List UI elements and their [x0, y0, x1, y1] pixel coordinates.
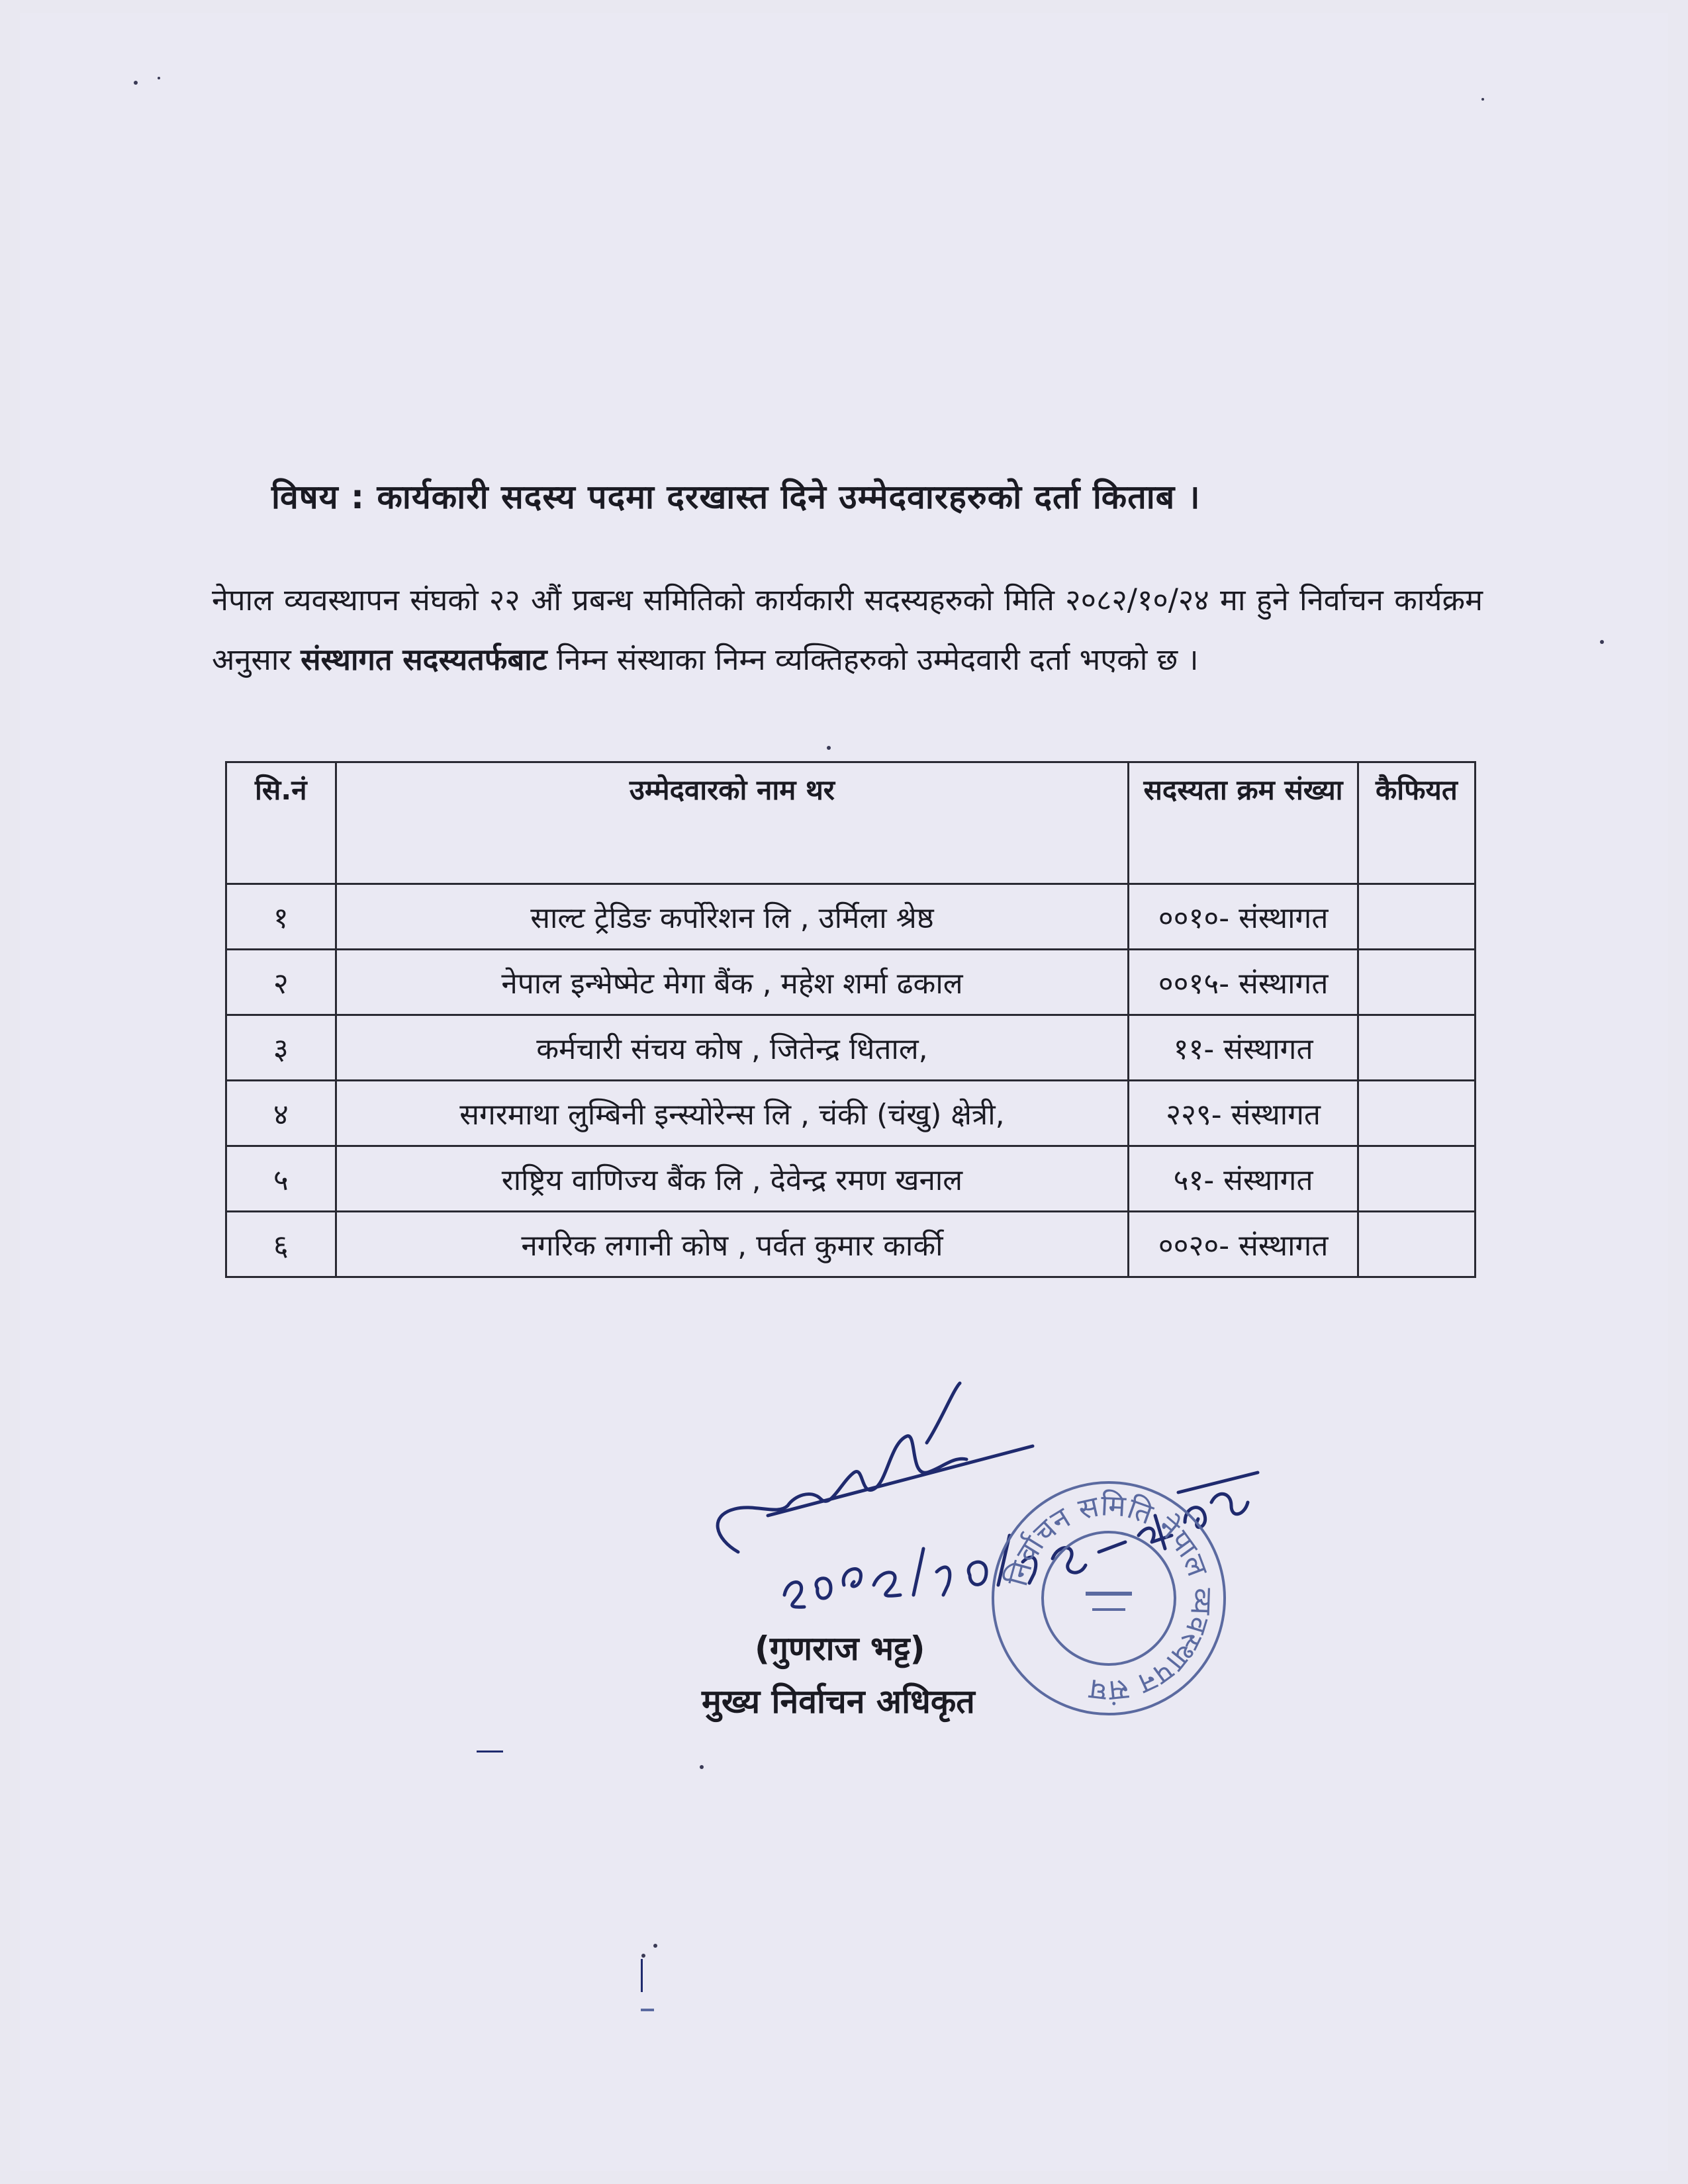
cell-candidate-name: सगरमाथा लुम्बिनी इन्स्योरेन्स लि , चंकी (चंखु) क्षेत्री, [336, 1081, 1129, 1146]
candidate-register-table [225, 761, 1476, 1278]
table-row [226, 1015, 1476, 1081]
header-membership-number: सदस्यता क्रम संख्या [1129, 762, 1358, 884]
cell-remarks [1358, 1081, 1475, 1146]
table-row [226, 1212, 1476, 1277]
cell-membership-number: ००१०- संस्थागत [1129, 884, 1358, 950]
header-remarks: कैफियत [1358, 762, 1475, 884]
cell-candidate-name: कर्मचारी संचय कोष , जितेन्द्र धिताल, [336, 1015, 1129, 1081]
cell-serial: ३ [226, 1015, 336, 1081]
cell-remarks [1358, 1015, 1475, 1081]
header-candidate-name: उम्मेदवारको नाम थर [336, 762, 1129, 884]
cell-membership-number: २२९- संस्थागत [1129, 1081, 1358, 1146]
intro-bold-text: संस्थागत सदस्यतर्फबाट [301, 642, 547, 677]
cell-remarks [1358, 1146, 1475, 1212]
stamp-arc-text: निर्वाचन समिति नेपाल व्यवस्थापन संघ [1000, 1488, 1219, 1708]
header-serial: सि.नं [226, 762, 336, 884]
election-committee-stamp [986, 1476, 1231, 1721]
cell-remarks [1358, 884, 1475, 950]
intro-text-2: निम्न संस्थाका निम्न व्यक्तिहरुको उम्मेदवारी दर्ता भएको छ । [547, 642, 1199, 677]
cell-candidate-name: नगरिक लगानी कोष , पर्वत कुमार कार्की [336, 1212, 1129, 1277]
cell-serial: ५ [226, 1146, 336, 1212]
intro-paragraph [212, 570, 1483, 690]
cell-candidate-name: साल्ट ट्रेडिङ कर्पोरेशन लि , उर्मिला श्रेष्ठ [336, 884, 1129, 950]
cell-serial: ४ [226, 1081, 336, 1146]
cell-membership-number: ००१५- संस्थागत [1129, 950, 1358, 1015]
cell-serial: २ [226, 950, 336, 1015]
cell-remarks [1358, 950, 1475, 1015]
officer-name: (गुणराज भट्ट) [755, 1629, 925, 1668]
intro-text-1: नेपाल व्यवस्थापन संघको २२ औं प्रबन्ध समितिको कार्यकारी सदस्यहरुको मिति २०८२/१०/२४ मा हुने निर्वाचन कार्यक्रम अनुसार [212, 582, 1483, 677]
cell-candidate-name: राष्ट्रिय वाणिज्य बैंक लि , देवेन्द्र रमण खनाल [336, 1146, 1129, 1212]
table-row [226, 1146, 1476, 1212]
cell-membership-number: ५१- संस्थागत [1129, 1146, 1358, 1212]
cell-serial: ६ [226, 1212, 336, 1277]
cell-remarks [1358, 1212, 1475, 1277]
table-row [226, 1081, 1476, 1146]
cell-membership-number: ११- संस्थागत [1129, 1015, 1358, 1081]
table-row [226, 884, 1476, 950]
cell-membership-number: ००२०- संस्थागत [1129, 1212, 1358, 1277]
officer-title: मुख्य निर्वाचन अधिकृत [702, 1682, 975, 1721]
table-row [226, 950, 1476, 1015]
subject-heading: विषय : कार्यकारी सदस्य पदमा दरखास्त दिने उम्मेदवारहरुको दर्ता किताब । [271, 478, 1201, 516]
table-header-row [226, 762, 1476, 884]
cell-candidate-name: नेपाल इन्भेष्मेट मेगा बैंक , महेश शर्मा ढकाल [336, 950, 1129, 1015]
cell-serial: १ [226, 884, 336, 950]
stamp-graphic [986, 1476, 1231, 1721]
